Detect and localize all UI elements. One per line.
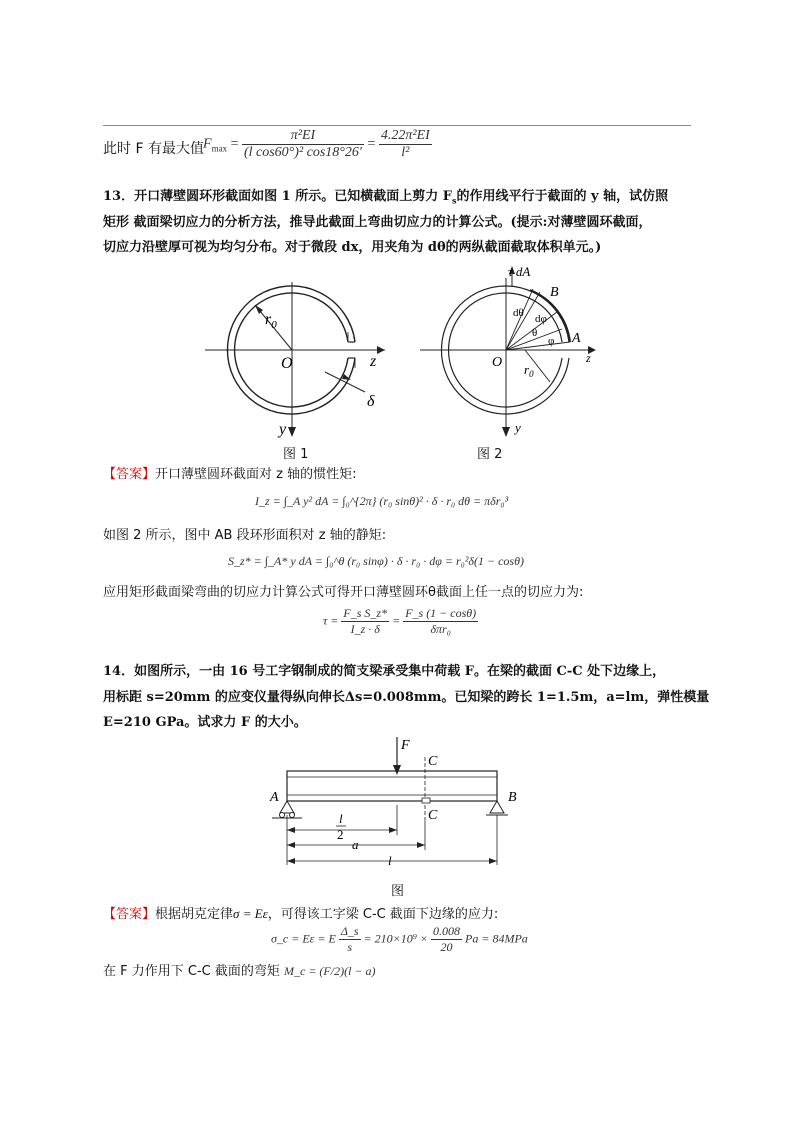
fig1-delta: δ	[367, 393, 375, 410]
q14-line2: 用标距 s=20mm 的应变仪量得纵向伸长Δs=0.008mm。已知梁的跨长 1=1.5m，a=lm，弹性模量	[103, 690, 710, 705]
eq-sigma-num2: 0.008	[433, 924, 461, 938]
ans13-line	[103, 466, 356, 484]
fig2-A: A	[572, 331, 581, 346]
eq-sigma-end: Pa = 84MPa	[465, 931, 528, 946]
fmax-prefix: 此时 F 有最大值	[103, 141, 204, 157]
fig1-O: O	[281, 355, 293, 372]
eq-tau-lhs: τ =	[323, 613, 339, 628]
fig1-caption: 图 1	[283, 447, 309, 462]
fig3-l-half-num: l	[339, 811, 343, 826]
figure-2	[420, 262, 600, 442]
moment-text: 在 F 力作用下 C-C 截面的弯矩	[103, 964, 280, 979]
fmax-frac2	[379, 128, 432, 161]
fmax-subscript: max	[211, 143, 228, 154]
fmax-symbol: F	[203, 136, 212, 152]
eq-Sz: S_z* = ∫_A* y dA = ∫₀^θ (r₀ sinφ) · δ · r₀ · dφ = r₀²δ(1 − cosθ)	[228, 554, 524, 568]
eq-tau-frac2	[403, 606, 478, 637]
eq-tau-frac1	[341, 606, 389, 637]
q14-line3: E=210 GPa。试求力 F 的大小。	[103, 715, 307, 730]
eq-tau-den2: δπr₀	[430, 622, 451, 636]
fig2-r0: $r_0$	[524, 362, 534, 379]
fmax-num1: π²EI	[242, 128, 364, 145]
fig2-dtheta: dθ	[513, 307, 524, 319]
fmax-frac1	[242, 128, 364, 161]
fig3-A: A	[270, 790, 279, 805]
ans14-line	[103, 905, 498, 924]
ans14-text2: ，可得该工字梁 C-C 截面下边缘的应力:	[267, 907, 499, 922]
q13-line1-sub: s	[451, 195, 457, 206]
moment-line	[103, 962, 376, 981]
fig2-ref-text: 如图 2 所示，图中 AB 段环形面积对 z 轴的静矩:	[103, 528, 387, 543]
figure-beam	[260, 735, 530, 875]
fig3-C-top: C	[428, 754, 438, 769]
fig3-B: B	[508, 790, 517, 805]
fig2-caption: 图 2	[477, 447, 503, 462]
q13-line1	[103, 188, 668, 210]
eq-sigma-frac-den: s	[347, 940, 353, 954]
fig1-r0: $r_0$	[265, 311, 277, 331]
fmax-den2: l²	[401, 145, 410, 160]
eq-tau-num2: F_s (1 − cosθ)	[405, 606, 477, 620]
fig3-C-bot: C	[428, 808, 438, 823]
fig3-l: l	[388, 853, 392, 868]
apply-text: 应用矩形截面梁弯曲的切应力计算公式可得开口薄壁圆环θ截面上任一点的切应力为:	[103, 585, 584, 600]
ans14-hooke: σ = Eε	[233, 906, 268, 921]
fig1-z: z	[370, 353, 377, 370]
fig3-F: F	[401, 738, 410, 753]
ans13-text: 开口薄壁圆环截面对 z 轴的惯性矩:	[155, 467, 357, 482]
q13-line2: 矩形 截面梁切应力的分析方法，推导此截面上弯曲切应力的计算公式。(提示:对薄壁圆环截面，	[103, 215, 652, 230]
q14-line1: 14．如图所示，一由 16 号工字钢制成的简支梁承受集中荷载 F。在梁的截面 C-C 处下边缘上，	[103, 664, 666, 679]
figure-1	[205, 262, 395, 442]
fmax-num2: 4.22π²EI	[380, 128, 430, 143]
fig2-y: y	[515, 420, 521, 435]
header-rule	[103, 125, 691, 126]
eq-sigma-lhs: σ_c = Eε = E	[271, 931, 336, 946]
fig2-theta: θ	[532, 327, 538, 339]
eq-sigma	[271, 924, 528, 955]
fig1-y: y	[279, 421, 287, 438]
q13-line1-end: 的作用线平行于截面的 y 轴，试仿照	[456, 189, 669, 204]
fig3-a: a	[352, 837, 359, 852]
eq-tau: τ = $\frac{\text{F\_s S\_z*}}{I\_z \cdot \delta}$ = $\frac{F\_s (1 - \cos\theta)}{\text{δπr₀}}$	[323, 606, 477, 636]
fmax-line	[103, 140, 204, 158]
eq-moment: M_c = (F/2)(l − a)	[284, 964, 376, 978]
ans13-tag: 【答案】	[103, 467, 156, 482]
eq-sigma-den2: 20	[440, 940, 453, 954]
fig3-caption: 图	[391, 884, 405, 899]
eq-sigma-frac-num: Δ_s	[340, 924, 359, 938]
eq-tau-den1: I_z · δ	[350, 622, 380, 636]
eq-tau-num1: F_s S_z*	[343, 606, 388, 620]
fig2-O: O	[492, 355, 503, 370]
fig2-phi: φ	[548, 335, 555, 347]
fig2-z: z	[586, 351, 591, 365]
q13-line3: 切应力沿壁厚可视为均匀分布。对于微段 dx，用夹角为 dθ的两纵截面截取体积单元。)	[103, 240, 602, 255]
ans14-tag: 【答案】	[103, 907, 156, 922]
q13-line1-text: 13．开口薄壁圆环形截面如图 1 所示。已知横截面上剪力 F	[103, 189, 452, 204]
fmax-formula: $F_{max}$ = $\frac{\text{π²EI}}{\text{(l cos60°)² cos18°26′}}$ = $\frac{\text{4.22π²EI}}{\text{l²}}$	[203, 128, 430, 160]
eq-sigma-frac2	[431, 924, 462, 955]
fmax-den1: (l cos60°)² cos18°26′	[243, 145, 362, 160]
ans14-text1: 根据胡克定律	[155, 907, 234, 922]
fig2-tdA: τ dA	[508, 264, 531, 279]
fig2-dphi: dφ	[535, 313, 547, 325]
fig2-B: B	[550, 285, 559, 300]
fig3-l-half-den: 2	[337, 827, 344, 842]
eq-sigma-frac1	[339, 924, 361, 955]
eq-Iz: I_z = ∫_A y² dA = ∫₀^{2π} (r₀ sinθ)² · δ · r₀ dθ = πδr₀³	[255, 494, 509, 508]
eq-sigma-mid: = 210×10⁹ ×	[363, 931, 429, 946]
